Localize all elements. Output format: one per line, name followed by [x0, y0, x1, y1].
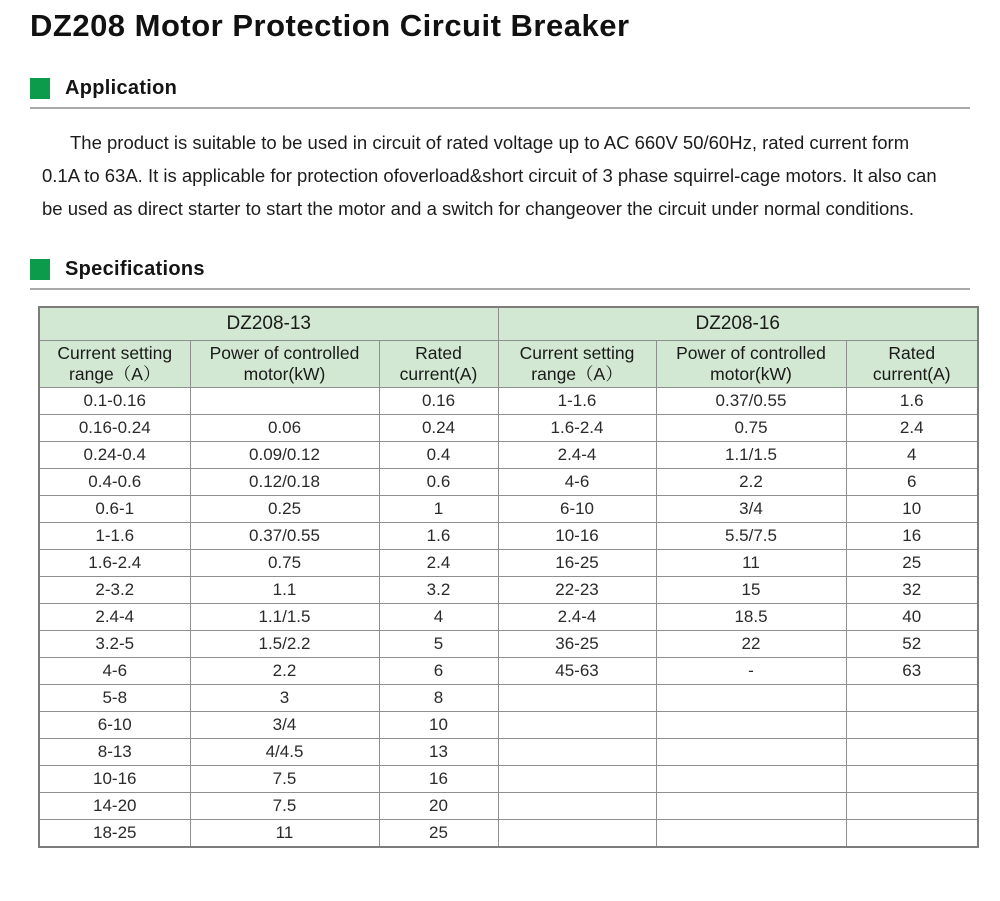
application-body-text: The product is suitable to be used in circuit of rated voltage up to AC 660V 50/60Hz, rated current form 0.1A to 63A. It is applicable for protection ofoverload&short circuit of 3 phase squirrel-cage motors. It also can be used as direct starter to start the motor and a switch for changeover the circuit under normal conditions.: [42, 132, 937, 219]
col-header-line: Rated: [888, 343, 936, 363]
table-cell: 0.25: [190, 496, 379, 523]
table-cell: 2.4-4: [39, 604, 190, 631]
table-cell: 1.6: [379, 523, 498, 550]
table-row: [39, 685, 978, 712]
spec-table-body: [39, 388, 978, 848]
table-row: [39, 766, 978, 793]
table-cell: 22: [656, 631, 846, 658]
page-title: DZ208 Motor Protection Circuit Breaker: [30, 8, 630, 43]
green-square-bullet-icon: [30, 259, 50, 280]
specifications-table: [38, 306, 979, 848]
table-cell: 2-3.2: [39, 577, 190, 604]
table-row: [39, 577, 978, 604]
col-header-line: Power of controlled: [676, 343, 826, 363]
table-cell: 0.4: [379, 442, 498, 469]
table-cell: 0.75: [656, 415, 846, 442]
table-cell: 3.2: [379, 577, 498, 604]
table-row: [39, 793, 978, 820]
table-cell: 1.6: [846, 388, 978, 415]
table-cell: 0.24: [379, 415, 498, 442]
table-cell: 11: [656, 550, 846, 577]
table-cell: 13: [379, 739, 498, 766]
table-cell: 1.6-2.4: [39, 550, 190, 577]
table-cell: 1.5/2.2: [190, 631, 379, 658]
table-cell: 32: [846, 577, 978, 604]
specifications-heading-rule: [30, 288, 970, 290]
table-cell: 8-13: [39, 739, 190, 766]
table-cell: 52: [846, 631, 978, 658]
table-cell: 4/4.5: [190, 739, 379, 766]
table-cell: 7.5: [190, 766, 379, 793]
table-cell: 10-16: [39, 766, 190, 793]
table-cell: 0.6-1: [39, 496, 190, 523]
table-cell: 1-1.6: [498, 388, 656, 415]
specifications-section-heading: [30, 258, 970, 281]
table-cell: 4: [846, 442, 978, 469]
col-header-line: current(A): [872, 364, 951, 384]
table-cell: 16: [846, 523, 978, 550]
table-cell: [656, 766, 846, 793]
table-cell: 0.06: [190, 415, 379, 442]
table-row: [39, 712, 978, 739]
table-cell: 5: [379, 631, 498, 658]
table-cell: 10-16: [498, 523, 656, 550]
col-header-current-setting-range-left: [39, 341, 190, 388]
table-cell: [498, 766, 656, 793]
table-row: [39, 496, 978, 523]
table-row: [39, 388, 978, 415]
table-cell: 1.6-2.4: [498, 415, 656, 442]
table-row: [39, 442, 978, 469]
table-cell: 6-10: [39, 712, 190, 739]
table-cell: [498, 685, 656, 712]
table-cell: 8: [379, 685, 498, 712]
specifications-heading-label: Specifications: [65, 258, 205, 280]
table-cell: 0.16: [379, 388, 498, 415]
table-cell: 1: [379, 496, 498, 523]
table-row: [39, 550, 978, 577]
col-header-rated-current-right: [846, 341, 978, 388]
table-cell: 0.6: [379, 469, 498, 496]
table-cell: 0.16-0.24: [39, 415, 190, 442]
group-header-dz208-16: DZ208-16: [498, 307, 978, 341]
col-header-line: range（A）: [69, 364, 161, 384]
table-cell: 4: [379, 604, 498, 631]
col-header-line: Current setting: [519, 343, 635, 363]
table-cell: 6: [846, 469, 978, 496]
table-cell: 2.2: [190, 658, 379, 685]
table-cell: [656, 712, 846, 739]
group-header-dz208-13: DZ208-13: [39, 307, 498, 341]
table-cell: 63: [846, 658, 978, 685]
table-cell: [846, 712, 978, 739]
table-cell: 0.09/0.12: [190, 442, 379, 469]
table-row: [39, 604, 978, 631]
col-header-line: Power of controlled: [209, 343, 360, 363]
col-header-line: current(A): [399, 364, 478, 384]
table-cell: 1.1/1.5: [656, 442, 846, 469]
table-cell: -: [656, 658, 846, 685]
col-header-line: Rated: [415, 343, 462, 363]
table-cell: 0.12/0.18: [190, 469, 379, 496]
table-cell: 2.4-4: [498, 604, 656, 631]
col-header-line: Current setting: [57, 343, 173, 363]
table-cell: 2.4: [846, 415, 978, 442]
table-cell: 18-25: [39, 820, 190, 848]
table-cell: [846, 793, 978, 820]
table-cell: 25: [379, 820, 498, 848]
application-heading-label: Application: [65, 77, 178, 99]
table-cell: 20: [379, 793, 498, 820]
table-cell: 10: [846, 496, 978, 523]
application-heading-rule: [30, 107, 970, 109]
table-cell: [498, 820, 656, 848]
table-cell: 16-25: [498, 550, 656, 577]
table-cell: 7.5: [190, 793, 379, 820]
table-cell: 5-8: [39, 685, 190, 712]
table-cell: 0.37/0.55: [656, 388, 846, 415]
table-cell: [846, 820, 978, 848]
table-row: [39, 658, 978, 685]
table-cell: 16: [379, 766, 498, 793]
table-cell: 18.5: [656, 604, 846, 631]
table-row: [39, 739, 978, 766]
col-header-line: range（A）: [531, 364, 623, 384]
table-cell: [656, 739, 846, 766]
table-cell: [190, 388, 379, 415]
table-cell: 2.4-4: [498, 442, 656, 469]
table-cell: [656, 820, 846, 848]
table-cell: [656, 685, 846, 712]
col-header-line: motor(kW): [710, 364, 792, 384]
table-cell: [498, 793, 656, 820]
table-cell: [846, 739, 978, 766]
table-cell: 45-63: [498, 658, 656, 685]
table-cell: 2.4: [379, 550, 498, 577]
table-row: [39, 631, 978, 658]
table-cell: 3: [190, 685, 379, 712]
col-header-rated-current-left: [379, 341, 498, 388]
table-cell: 1.1/1.5: [190, 604, 379, 631]
table-group-header-row: [39, 307, 978, 341]
table-cell: 3/4: [656, 496, 846, 523]
table-cell: [656, 793, 846, 820]
table-cell: 6-10: [498, 496, 656, 523]
table-cell: 10: [379, 712, 498, 739]
table-cell: 14-20: [39, 793, 190, 820]
table-cell: 3.2-5: [39, 631, 190, 658]
table-row: [39, 820, 978, 848]
table-cell: 0.75: [190, 550, 379, 577]
table-cell: 4-6: [498, 469, 656, 496]
table-cell: 5.5/7.5: [656, 523, 846, 550]
table-cell: 2.2: [656, 469, 846, 496]
table-cell: [498, 739, 656, 766]
col-header-current-setting-range-right: [498, 341, 656, 388]
col-header-power-of-motor-left: [190, 341, 379, 388]
table-cell: 11: [190, 820, 379, 848]
table-cell: 0.24-0.4: [39, 442, 190, 469]
table-cell: 3/4: [190, 712, 379, 739]
table-cell: 4-6: [39, 658, 190, 685]
table-cell: 36-25: [498, 631, 656, 658]
table-cell: 22-23: [498, 577, 656, 604]
table-row: [39, 415, 978, 442]
table-row: [39, 469, 978, 496]
table-cell: 6: [379, 658, 498, 685]
table-cell: 40: [846, 604, 978, 631]
table-cell: 1-1.6: [39, 523, 190, 550]
specifications-table-wrap: [38, 306, 970, 848]
table-cell: [846, 766, 978, 793]
table-row: [39, 523, 978, 550]
table-column-header-row: [39, 341, 978, 388]
table-cell: 25: [846, 550, 978, 577]
table-cell: 0.4-0.6: [39, 469, 190, 496]
table-cell: 0.37/0.55: [190, 523, 379, 550]
application-section-heading: [30, 77, 970, 100]
col-header-line: motor(kW): [243, 364, 326, 384]
table-cell: [846, 685, 978, 712]
table-cell: [498, 712, 656, 739]
green-square-bullet-icon: [30, 78, 50, 99]
table-cell: 15: [656, 577, 846, 604]
table-cell: 1.1: [190, 577, 379, 604]
col-header-power-of-motor-right: [656, 341, 846, 388]
table-cell: 0.1-0.16: [39, 388, 190, 415]
